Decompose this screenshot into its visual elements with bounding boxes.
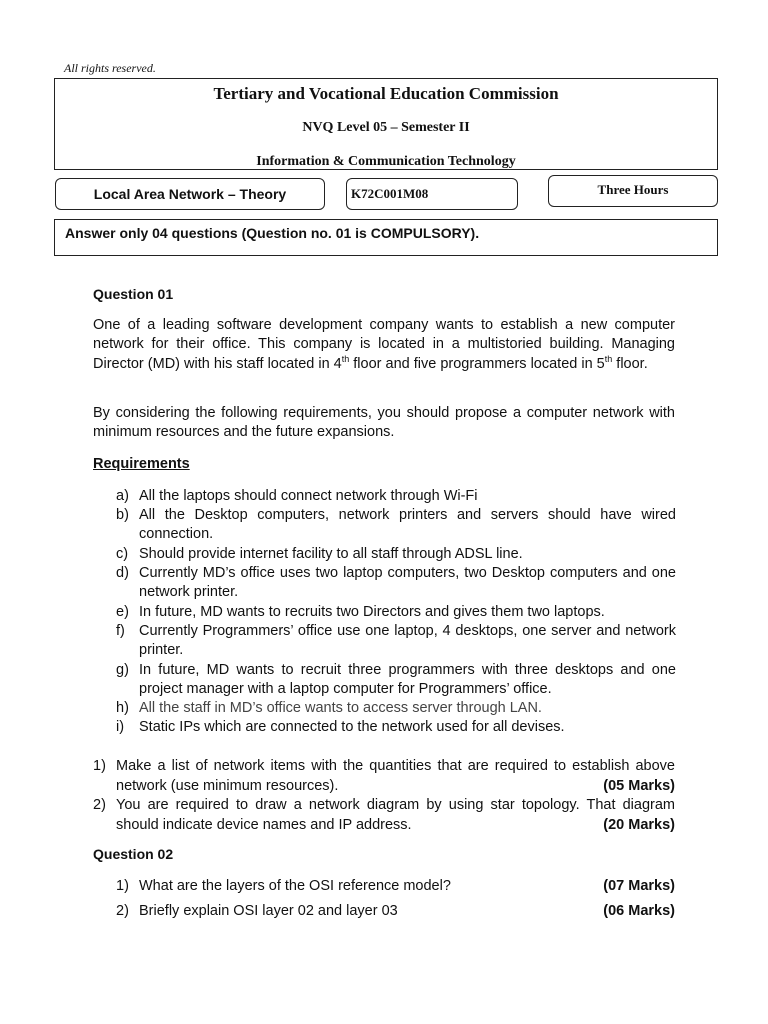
task-label: 2) — [93, 797, 106, 813]
requirement-text: Currently MD’s office uses two laptop computers, two Desktop computers and one network printer. — [139, 565, 676, 601]
requirement-label: e) — [116, 604, 129, 620]
program-title: Information & Communication Technology — [256, 154, 516, 169]
task-marks: (20 Marks) — [603, 817, 675, 833]
task-marks: (05 Marks) — [603, 778, 675, 794]
question-01-task — [93, 795, 675, 835]
module-code: K72C001M08 — [351, 186, 429, 201]
requirement-text: Static IPs which are connected to the network used for all devises. — [139, 719, 565, 735]
requirement-label: f) — [116, 623, 125, 639]
requirement-text: All the laptops should connect network through Wi-Fi — [139, 488, 478, 504]
question-02-title: Question 02 — [93, 846, 174, 862]
task-label: 2) — [116, 903, 129, 919]
question-01-title: Question 01 — [93, 286, 174, 302]
task-text: What are the layers of the OSI reference model? — [139, 878, 451, 894]
requirement-label: c) — [116, 546, 129, 562]
requirement-label: g) — [116, 662, 129, 678]
question-02-task — [116, 901, 675, 921]
requirement-item — [116, 487, 676, 507]
requirement-label: i) — [116, 719, 125, 735]
requirement-item — [116, 718, 676, 738]
duration-label: Three Hours — [597, 182, 669, 197]
task-text: You are required to draw a network diagram by using star topology. That diagram should indicate device names and IP address. — [116, 797, 675, 833]
requirement-item — [116, 661, 676, 701]
requirement-text: In future, MD wants to recruit three programmers with three desktops and one project manager with a laptop computer for Programmers’ office. — [139, 662, 676, 698]
requirement-label: d) — [116, 565, 129, 581]
subject-box — [55, 178, 325, 210]
task-label: 1) — [93, 758, 106, 774]
instruction-box — [54, 219, 718, 256]
task-marks: (07 Marks) — [603, 878, 675, 894]
task-marks: (06 Marks) — [603, 903, 675, 919]
module-code-box — [346, 178, 518, 210]
commission-title: Tertiary and Vocational Education Commission — [213, 84, 559, 103]
requirement-item — [116, 506, 676, 546]
requirement-item — [116, 622, 676, 662]
level-title: NVQ Level 05 – Semester II — [302, 120, 470, 135]
para1-text-c: floor. — [612, 355, 648, 372]
requirements-heading: Requirements — [93, 456, 190, 472]
superscript-th-1: th — [341, 353, 350, 364]
question-01-paragraph-1 — [93, 316, 675, 374]
requirement-label: a) — [116, 488, 129, 504]
question-01-task — [93, 756, 675, 796]
requirement-text: In future, MD wants to recruits two Directors and gives them two laptops. — [139, 604, 605, 620]
para1-text-b: floor and five programmers located in 5 — [349, 355, 605, 372]
requirement-item — [116, 699, 676, 719]
question-01-paragraph-2: By considering the following requirements, you should propose a computer network with minimum resources and the future expansions. — [93, 405, 675, 441]
para1-text-a: One of a leading software development company wants to establish a new computer network for their office. This company is located in a multistoried building. Managing Director (MD) with his staff located in 4 — [93, 317, 675, 372]
duration-box — [548, 175, 718, 207]
task-text: Briefly explain OSI layer 02 and layer 03 — [139, 903, 398, 919]
requirement-label: b) — [116, 507, 129, 523]
task-label: 1) — [116, 878, 129, 894]
requirement-text: Should provide internet facility to all staff through ADSL line. — [139, 546, 523, 562]
requirement-label: h) — [116, 700, 129, 716]
task-text: Make a list of network items with the quantities that are required to establish above network (use minimum resources). — [116, 758, 675, 794]
requirement-item — [116, 545, 676, 565]
requirement-text: Currently Programmers’ office use one laptop, 4 desktops, one server and network printer. — [139, 623, 676, 659]
requirement-text: All the Desktop computers, network printers and servers should have wired connection. — [139, 507, 676, 543]
requirement-item — [116, 564, 676, 604]
exam-header-box — [54, 78, 718, 170]
subject-label: Local Area Network – Theory — [93, 186, 287, 202]
instruction-text: Answer only 04 questions (Question no. 01 is COMPULSORY). — [65, 225, 480, 241]
requirement-text: All the staff in MD’s office wants to access server through LAN. — [139, 700, 542, 716]
requirement-item — [116, 603, 676, 623]
rights-notice: All rights reserved. — [64, 61, 156, 75]
question-02-task — [116, 876, 675, 896]
superscript-th-2: th — [604, 353, 613, 364]
